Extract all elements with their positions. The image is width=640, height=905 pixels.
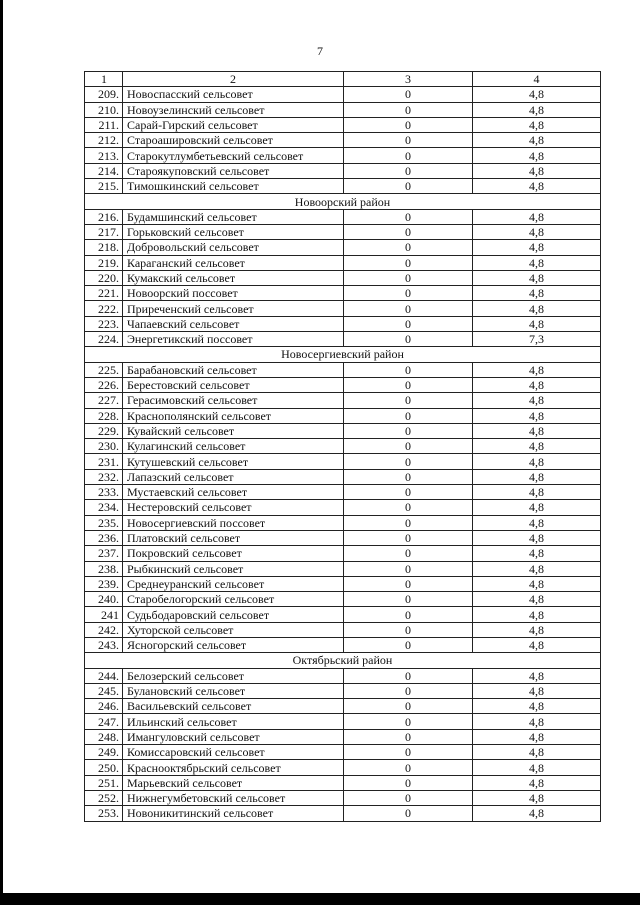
column-3-value: 0: [344, 301, 473, 316]
column-3-value: 0: [344, 148, 473, 163]
column-3-value: 0: [344, 561, 473, 576]
column-4-value: 4,8: [473, 393, 601, 408]
settlement-name: Покровский сельсовет: [123, 546, 344, 561]
column-3-value: 0: [344, 209, 473, 224]
settlement-name: Ильинский сельсовет: [123, 714, 344, 729]
column-4-value: 4,8: [473, 699, 601, 714]
row-number: 229.: [85, 423, 123, 438]
scan-bottom-border: [0, 893, 640, 905]
row-number: 246.: [85, 699, 123, 714]
table-row: [85, 87, 601, 102]
table-row: [85, 117, 601, 132]
table-body: [85, 72, 601, 822]
table-row: [85, 301, 601, 316]
row-number: 235.: [85, 515, 123, 530]
column-3-value: 0: [344, 699, 473, 714]
district-section-row: [85, 347, 601, 362]
column-4-value: 4,8: [473, 622, 601, 637]
table-row: [85, 439, 601, 454]
header-cell-2: 2: [123, 72, 344, 87]
column-4-value: 4,8: [473, 148, 601, 163]
column-4-value: 4,8: [473, 408, 601, 423]
column-4-value: 4,8: [473, 607, 601, 622]
settlement-name: Среднеуранский сельсовет: [123, 576, 344, 591]
column-4-value: 4,8: [473, 362, 601, 377]
column-4-value: 4,8: [473, 240, 601, 255]
table-row: [85, 806, 601, 821]
column-4-value: 4,8: [473, 561, 601, 576]
row-number: 214.: [85, 163, 123, 178]
row-number: 209.: [85, 87, 123, 102]
row-number: 234.: [85, 500, 123, 515]
row-number: 247.: [85, 714, 123, 729]
column-3-value: 0: [344, 530, 473, 545]
settlement-name: Новоспасский сельсовет: [123, 87, 344, 102]
row-number: 223.: [85, 316, 123, 331]
settlement-name: Имангуловский сельсовет: [123, 729, 344, 744]
column-4-value: 4,8: [473, 117, 601, 132]
settlement-name: Новоорский поссовет: [123, 286, 344, 301]
column-4-value: 4,8: [473, 530, 601, 545]
column-3-value: 0: [344, 316, 473, 331]
column-3-value: 0: [344, 286, 473, 301]
column-4-value: 4,8: [473, 316, 601, 331]
settlement-name: Будамшинский сельсовет: [123, 209, 344, 224]
row-number: 252.: [85, 790, 123, 805]
settlement-name: Староаширoвский сельсовет: [123, 133, 344, 148]
settlement-name: Краснополянский сельсовет: [123, 408, 344, 423]
settlement-name: Булановский сельсовет: [123, 683, 344, 698]
column-4-value: 4,8: [473, 760, 601, 775]
row-number: 240.: [85, 592, 123, 607]
column-3-value: 0: [344, 240, 473, 255]
column-3-value: 0: [344, 668, 473, 683]
table-row: [85, 270, 601, 285]
column-3-value: 0: [344, 622, 473, 637]
table-row: [85, 790, 601, 805]
column-4-value: 4,8: [473, 745, 601, 760]
table-row: [85, 408, 601, 423]
column-4-value: 4,8: [473, 454, 601, 469]
row-number: 232.: [85, 469, 123, 484]
column-4-value: 4,8: [473, 377, 601, 392]
column-4-value: 4,8: [473, 224, 601, 239]
settlement-name: Энергетикский поссовет: [123, 332, 344, 347]
settlement-name: Судьбодаровский сельсовет: [123, 607, 344, 622]
table-row: [85, 377, 601, 392]
settlement-name: Новоникитинский сельсовет: [123, 806, 344, 821]
table-row: [85, 607, 601, 622]
row-number: 227.: [85, 393, 123, 408]
column-4-value: 4,8: [473, 301, 601, 316]
row-number: 250.: [85, 760, 123, 775]
column-3-value: 0: [344, 637, 473, 652]
table-row: [85, 500, 601, 515]
column-4-value: 4,8: [473, 668, 601, 683]
column-4-value: 4,8: [473, 806, 601, 821]
column-3-value: 0: [344, 760, 473, 775]
column-3-value: 0: [344, 469, 473, 484]
settlement-name: Платовский сельсовет: [123, 530, 344, 545]
column-3-value: 0: [344, 729, 473, 744]
table-row: [85, 576, 601, 591]
table-row: [85, 240, 601, 255]
column-3-value: 0: [344, 745, 473, 760]
row-number: 241: [85, 607, 123, 622]
page-number: 7: [317, 44, 323, 58]
column-3-value: 0: [344, 255, 473, 270]
column-3-value: 0: [344, 775, 473, 790]
column-3-value: 0: [344, 806, 473, 821]
column-4-value: 4,8: [473, 270, 601, 285]
column-4-value: 4,8: [473, 775, 601, 790]
row-number: 251.: [85, 775, 123, 790]
column-3-value: 0: [344, 362, 473, 377]
settlement-name: Белозерский сельсовет: [123, 668, 344, 683]
settlement-name: Кувайский сельсовет: [123, 423, 344, 438]
table-row: [85, 179, 601, 194]
row-number: 219.: [85, 255, 123, 270]
settlement-name: Лапазский сельсовет: [123, 469, 344, 484]
column-4-value: 4,8: [473, 102, 601, 117]
row-number: 210.: [85, 102, 123, 117]
column-4-value: 7,3: [473, 332, 601, 347]
row-number: 244.: [85, 668, 123, 683]
column-4-value: 4,8: [473, 133, 601, 148]
settlement-name: Ясногорский сельсовет: [123, 637, 344, 652]
settlement-name: Нестеровский сельсовет: [123, 500, 344, 515]
column-4-value: 4,8: [473, 469, 601, 484]
settlement-name: Сарай-Гирский сельсовет: [123, 117, 344, 132]
column-3-value: 0: [344, 377, 473, 392]
column-3-value: 0: [344, 270, 473, 285]
column-3-value: 0: [344, 102, 473, 117]
table-row: [85, 760, 601, 775]
row-number: 213.: [85, 148, 123, 163]
table-row: [85, 530, 601, 545]
table-row: [85, 255, 601, 270]
column-3-value: 0: [344, 423, 473, 438]
settlement-name: Марьевский сельсовет: [123, 775, 344, 790]
row-number: 249.: [85, 745, 123, 760]
table-row: [85, 163, 601, 178]
column-3-value: 0: [344, 224, 473, 239]
column-4-value: 4,8: [473, 485, 601, 500]
table-row: [85, 775, 601, 790]
table-row: [85, 683, 601, 698]
settlement-name: Кумакский сельсовет: [123, 270, 344, 285]
row-number: 211.: [85, 117, 123, 132]
settlement-name: Кулагинский сельсовет: [123, 439, 344, 454]
table-row: [85, 209, 601, 224]
row-number: 253.: [85, 806, 123, 821]
column-3-value: 0: [344, 485, 473, 500]
column-4-value: 4,8: [473, 592, 601, 607]
table-row: [85, 133, 601, 148]
column-3-value: 0: [344, 576, 473, 591]
table-row: [85, 102, 601, 117]
column-4-value: 4,8: [473, 515, 601, 530]
settlement-name: Караганский сельсовет: [123, 255, 344, 270]
column-4-value: 4,8: [473, 423, 601, 438]
row-number: 217.: [85, 224, 123, 239]
table-row: [85, 469, 601, 484]
settlement-name: Краснооктябрьский сельсовет: [123, 760, 344, 775]
column-3-value: 0: [344, 87, 473, 102]
column-4-value: 4,8: [473, 439, 601, 454]
district-title: Новоорский район: [85, 194, 601, 209]
column-4-value: 4,8: [473, 286, 601, 301]
header-cell-1: 1: [85, 72, 123, 87]
column-3-value: 0: [344, 133, 473, 148]
table-row: [85, 729, 601, 744]
row-number: 221.: [85, 286, 123, 301]
column-4-value: 4,8: [473, 637, 601, 652]
table-row: [85, 745, 601, 760]
table-row: [85, 332, 601, 347]
column-4-value: 4,8: [473, 163, 601, 178]
row-number: 215.: [85, 179, 123, 194]
row-number: 245.: [85, 683, 123, 698]
row-number: 238.: [85, 561, 123, 576]
settlement-name: Новоузелинский сельсовет: [123, 102, 344, 117]
row-number: 248.: [85, 729, 123, 744]
settlement-name: Приреченский сельсовет: [123, 301, 344, 316]
district-section-row: [85, 194, 601, 209]
table-row: [85, 362, 601, 377]
header-cell-4: 4: [473, 72, 601, 87]
settlement-name: Берестовский сельсовет: [123, 377, 344, 392]
table-row: [85, 622, 601, 637]
table-row: [85, 592, 601, 607]
column-3-value: 0: [344, 439, 473, 454]
row-number: 237.: [85, 546, 123, 561]
column-3-value: 0: [344, 790, 473, 805]
table-row: [85, 393, 601, 408]
row-number: 228.: [85, 408, 123, 423]
column-3-value: 0: [344, 515, 473, 530]
table-row: [85, 637, 601, 652]
column-4-value: 4,8: [473, 209, 601, 224]
column-4-value: 4,8: [473, 179, 601, 194]
settlement-name: Добровольский сельсовет: [123, 240, 344, 255]
column-3-value: 0: [344, 592, 473, 607]
column-3-value: 0: [344, 117, 473, 132]
district-title: Новосергиевский район: [85, 347, 601, 362]
column-3-value: 0: [344, 163, 473, 178]
settlement-name: Васильевский сельсовет: [123, 699, 344, 714]
row-number: 242.: [85, 622, 123, 637]
column-3-value: 0: [344, 607, 473, 622]
table-row: [85, 699, 601, 714]
settlement-name: Кутушевский сельсовет: [123, 454, 344, 469]
table-row: [85, 714, 601, 729]
column-4-value: 4,8: [473, 790, 601, 805]
column-3-value: 0: [344, 546, 473, 561]
row-number: 212.: [85, 133, 123, 148]
settlement-name: Горьковский сельсовет: [123, 224, 344, 239]
row-number: 225.: [85, 362, 123, 377]
row-number: 230.: [85, 439, 123, 454]
row-number: 216.: [85, 209, 123, 224]
table-row: [85, 286, 601, 301]
data-table: [84, 71, 601, 822]
column-4-value: 4,8: [473, 576, 601, 591]
table-header-row: [85, 72, 601, 87]
settlement-name: Тимошкинский сельсовет: [123, 179, 344, 194]
settlement-name: Рыбкинский сельсовет: [123, 561, 344, 576]
row-number: 222.: [85, 301, 123, 316]
column-3-value: 0: [344, 332, 473, 347]
settlement-name: Мустаевский сельсовет: [123, 485, 344, 500]
settlement-name: Барабановский сельсовет: [123, 362, 344, 377]
column-4-value: 4,8: [473, 87, 601, 102]
row-number: 220.: [85, 270, 123, 285]
column-3-value: 0: [344, 500, 473, 515]
table-row: [85, 454, 601, 469]
settlement-name: Старобелогорский сельсовет: [123, 592, 344, 607]
column-4-value: 4,8: [473, 255, 601, 270]
table-row: [85, 316, 601, 331]
row-number: 243.: [85, 637, 123, 652]
column-3-value: 0: [344, 179, 473, 194]
settlement-name: Хуторской сельсовет: [123, 622, 344, 637]
column-4-value: 4,8: [473, 500, 601, 515]
column-4-value: 4,8: [473, 729, 601, 744]
district-title: Октябрьский район: [85, 653, 601, 668]
row-number: 239.: [85, 576, 123, 591]
column-3-value: 0: [344, 683, 473, 698]
row-number: 224.: [85, 332, 123, 347]
settlement-name: Чапаевский сельсовет: [123, 316, 344, 331]
settlement-name: Старокутлумбетьевский сельсовет: [123, 148, 344, 163]
table-row: [85, 515, 601, 530]
table-row: [85, 668, 601, 683]
header-cell-3: 3: [344, 72, 473, 87]
table-row: [85, 485, 601, 500]
settlement-name: Комиссаровский сельсовет: [123, 745, 344, 760]
scan-left-border: [0, 0, 3, 893]
row-number: 218.: [85, 240, 123, 255]
column-4-value: 4,8: [473, 683, 601, 698]
settlement-name: Новосергиевский поссовет: [123, 515, 344, 530]
settlement-name: Нижнегумбетовский сельсовет: [123, 790, 344, 805]
table-row: [85, 423, 601, 438]
row-number: 231.: [85, 454, 123, 469]
table-row: [85, 546, 601, 561]
row-number: 226.: [85, 377, 123, 392]
settlement-name: Герасимовский сельсовет: [123, 393, 344, 408]
column-3-value: 0: [344, 714, 473, 729]
row-number: 236.: [85, 530, 123, 545]
table-row: [85, 561, 601, 576]
row-number: 233.: [85, 485, 123, 500]
column-3-value: 0: [344, 408, 473, 423]
district-section-row: [85, 653, 601, 668]
settlement-name: Староякуповский сельсовет: [123, 163, 344, 178]
table-row: [85, 224, 601, 239]
column-4-value: 4,8: [473, 546, 601, 561]
column-3-value: 0: [344, 393, 473, 408]
table-row: [85, 148, 601, 163]
column-4-value: 4,8: [473, 714, 601, 729]
column-3-value: 0: [344, 454, 473, 469]
